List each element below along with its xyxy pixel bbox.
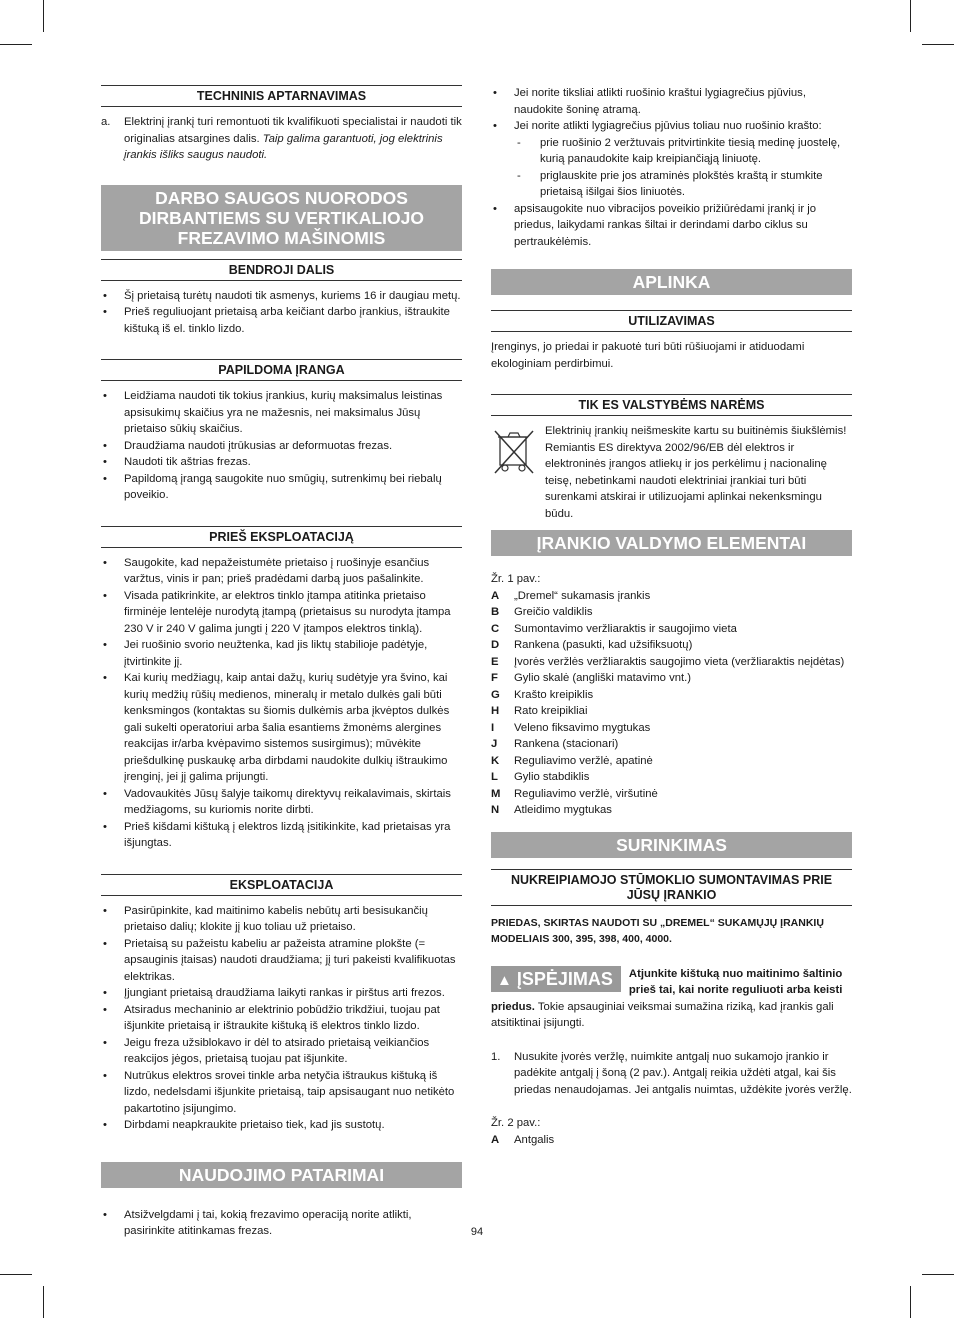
steps-list	[491, 1049, 852, 1099]
bullet-list	[101, 288, 462, 338]
parts-list	[491, 588, 852, 819]
part-label: Reguliavimo veržlė, viršutinė	[514, 787, 658, 800]
list-marker: a.	[101, 116, 111, 128]
part-row	[491, 1132, 852, 1149]
weee-notice	[491, 423, 852, 522]
list-item: • Naudoti tik aštrias frezas.	[101, 454, 462, 471]
part-row	[491, 703, 852, 720]
part-label: Antgalis	[514, 1133, 555, 1146]
part-key: D	[491, 639, 500, 651]
part-row	[491, 769, 852, 786]
list-item: • Jeigu freza užsiblokavo ir dėl to atsirado prietaisą veikiančios reakcijos jėgos, prietaisą tuojau pat išjunkite.	[101, 1035, 462, 1068]
part-label: Greičio valdiklis	[514, 606, 593, 618]
warning-block	[491, 966, 852, 1032]
part-row	[491, 736, 852, 753]
section-heading: BENDROJI DALIS	[101, 259, 462, 281]
part-key: F	[491, 672, 498, 684]
list-item	[491, 118, 852, 201]
list-item: • Dirbdami neapkraukite prietaiso tiek, kad jis sustotų.	[101, 1117, 462, 1134]
part-label: Veleno fiksavimo mygtukas	[514, 721, 651, 734]
bullet-list	[101, 388, 462, 504]
part-label: Įvorės veržlės veržliaraktis saugojimo vieta (veržliaraktis neįdėtas)	[514, 655, 845, 668]
part-label: Sumontavimo veržliaraktis ir saugojimo vieta	[514, 622, 737, 635]
figure-reference: Žr. 2 pav.:	[491, 1117, 541, 1129]
part-row	[491, 720, 852, 737]
list-item: • Įjungiant prietaisą draudžiama laikyti rankas ir pirštus arti frezos.	[101, 985, 462, 1002]
part-key: G	[491, 688, 500, 701]
crop-mark	[922, 1274, 954, 1275]
part-label: Gylio skalė (angliški matavimo vnt.)	[514, 672, 692, 684]
list-item: • Vadovaukitės Jūsų šalyje taikomų direktyvų reikalavimais, skirtais medžiagoms, su kuriomis norite dirbti.	[101, 786, 462, 819]
part-key: K	[491, 754, 500, 767]
part-label: Rato kreipikliai	[514, 705, 588, 717]
crop-mark	[43, 1286, 44, 1318]
part-label: Gylio stabdiklis	[514, 771, 590, 783]
warning-bold-text: Atjunkite kištuką nuo maitinimo šaltinio prieš tai, kai norite reguliuoti arba keisti priedus.	[491, 967, 843, 1013]
warning-text: Tokie apsauginiai veiksmai sumažina riziką, kad įrankis gali atsitiktinai įsijungti.	[491, 1000, 834, 1029]
list-item: • Papildomą įrangą saugokite nuo smūgių, sutrenkimų bei riebalų poveikio.	[101, 471, 462, 504]
part-row	[491, 753, 852, 770]
list-item	[491, 1049, 852, 1099]
list-item: • Saugokite, kad nepažeistumėte prietaiso į ruošinyje esančius varžtus, vinis ir pan; prieš pradėdami darbą juos pašalinkite.	[101, 555, 462, 588]
bullet-list	[101, 555, 462, 852]
crop-mark	[910, 0, 911, 32]
list-item: • Draudžiama naudoti įtrūkusias ar deformuotas frezas.	[101, 438, 462, 455]
list-item: • Pasirūpinkite, kad maitinimo kabelis nebūtų arti besisukančių prietaiso dalių; klokite jį kuo toliau už prietaiso.	[101, 903, 462, 936]
part-key: A	[491, 589, 500, 602]
bullet-list	[491, 85, 852, 250]
list-item: • Leidžiama naudoti tik tokius įrankius, kurių maksimalus leistinas apsisukimų skaičius yra ne mažesnis, nei maksimalus Jūsų prietaiso sūkių skaičius.	[101, 388, 462, 438]
list-item: • Prieš reguliuojant prietaisą arba keičiant darbo įrankius, ištraukite kištuką iš el. tinklo lizdo.	[101, 304, 462, 337]
section-banner: APLINKA	[491, 269, 852, 296]
list-item: • Kai kurių medžiagų, kaip antai dažų, kurių sudėtyje yra švino, kai kurių medžių rūšių medienos, mineralų ir metalo dulkės gali būti kenksmingos (kontaktas su šiomis dulkėmis arba įkvėptos dulkės gali sukelti operatoriui arba šalia esantiems žmonėms alergines reakcijas ir/arba kvėpavimo sistemos susirgimus); mūvėkite priešdulkinę puskaukę arba dirbdami naudokite dulkių ištraukimo įrenginį, jei jį galima prijungti.	[101, 670, 462, 786]
crop-mark	[43, 0, 44, 32]
list-item: • Jei norite tiksliai atlikti ruošinio kraštui lygiagrečius pjūvius, naudokite šoninę atramą.	[491, 85, 852, 118]
section-banner: SURINKIMAS	[491, 832, 852, 859]
crop-mark	[922, 44, 954, 45]
warning-label: ĮSPĖJIMAS	[516, 968, 613, 989]
list-item: • Atsiradus mechaninio ar elektrinio pobūdžio trikdžiui, tuojau pat išjunkite prietaisą ir ištraukite kištuką iš elektros tinklo lizdo.	[101, 1002, 462, 1035]
list-item: • Nutrūkus elektros srovei tinkle arba netyčia ištraukus kištuką iš lizdo, nedelsdami išjunkite prietaisą, taip apsisaugant nuo netikėto pakartotino įsijungimo.	[101, 1068, 462, 1118]
part-label: Atleidimo mygtukas	[514, 804, 612, 816]
list-item: • apsisaugokite nuo vibracijos poveikio prižiūrėdami įrankį ir jo priedus, laikydami rankas šiltai ir derindami darbo ciklus su pertraukėlėmis.	[491, 201, 852, 251]
dash-list	[514, 135, 852, 201]
section-heading: UTILIZAVIMAS	[491, 310, 852, 332]
list-item: - prie ruošinio 2 veržtuvais pritvirtinkite tiesią medinę juostelę, kurią panaudokite kaip kreipiančiąją liniuotę.	[514, 135, 852, 168]
list-text-italic: Taip galima garantuoti, jog elektrinis įrankis išliks saugus naudoti.	[124, 132, 443, 161]
part-key: H	[491, 705, 500, 717]
section-heading: PAPILDOMA ĮRANGA	[101, 359, 462, 381]
bullet-list	[101, 903, 462, 1134]
section-heading: PRIEŠ EKSPLOATACIJĄ	[101, 526, 462, 548]
crossed-out-wheelie-bin-icon	[491, 423, 545, 522]
list-item	[101, 114, 462, 164]
list-item: • Šį prietaisą turėtų naudoti tik asmenys, kuriems 16 ir daugiau metų.	[101, 288, 462, 305]
part-row	[491, 621, 852, 638]
part-row	[491, 687, 852, 704]
accessory-note: PRIEDAS, SKIRTAS NAUDOTI SU „DREMEL“ SUKAMŲJŲ ĮRANKIŲ MODELIAIS 300, 395, 398, 400, 4000.	[491, 916, 824, 945]
parts-list	[491, 1132, 852, 1149]
paragraph: Remiantis ES direktyva 2002/96/EB dėl elektros ir elektroninės įrangos atliekų ir jos perkėlimu į nacionalinę teisę, nebetinkami naudoti elektriniai įrankiai turi būti surenkami atskirai ir utilizuojami aplinkai nekenksmingu būdu.	[545, 441, 827, 520]
crop-mark	[910, 1286, 911, 1318]
list-text: Nusukite įvorės veržlę, nuimkite antgalį nuo sukamojo įrankio ir padėkite antgalį į šoną (2 pav.). Antgalį reikia uždėti atgal, kai šis priedas nenaudojamas. Jei antgalis nuimtas, uždėkite įvorės veržlę.	[514, 1050, 852, 1096]
part-row	[491, 670, 852, 687]
list-marker: 1.	[491, 1050, 501, 1063]
part-label: Krašto kreipiklis	[514, 688, 594, 701]
list-item: • Visada patikrinkite, ar elektros tinklo įtampa atitinka prietaiso firminėje lentelėje nurodytą įtampą (prietaisus su nurodyta įtampa 230 V ir 240 V galima jungti į 220 V įtampos elektros tinklą).	[101, 588, 462, 638]
paragraph: Įrenginys, jo priedai ir pakuotė turi būti rūšiuojami ir atiduodami ekologiniam perdirbimui.	[491, 341, 805, 370]
list-item: • Jei ruošinio svorio neužtenka, kad jis liktų stabilioje padėtyje, įtvirtinkite jį.	[101, 637, 462, 670]
part-row	[491, 588, 852, 605]
weee-text	[545, 423, 852, 522]
part-key: J	[491, 738, 498, 750]
part-key: A	[491, 1133, 500, 1146]
page-number: 94	[470, 1226, 484, 1238]
left-column	[101, 85, 462, 1240]
service-list	[101, 114, 462, 164]
list-item: • Prieš kišdami kištuką į elektros lizdą įsitikinkite, kad prietaisas yra išjungtas.	[101, 819, 462, 852]
list-item: • Prietaisą su pažeistu kabeliu ar pažeista atramine plokšte (= apsauginis įtaisas) naudoti draudžiama; jį turi pakeisti kvalifikuotas elektrikas.	[101, 936, 462, 986]
part-key: L	[491, 771, 498, 783]
list-item: • Atsižvelgdami į tai, kokią frezavimo operaciją norite atlikti, pasirinkite atitinkamas frezas.	[101, 1207, 462, 1240]
list-text: Elektrinį įrankį turi remontuoti tik kvalifikuoti specialistai ir naudoti tik originalias atsargines dalis.	[124, 116, 462, 145]
part-key: E	[491, 655, 499, 668]
crop-mark	[0, 44, 32, 45]
section-heading: NUKREIPIAMOJO STŪMOKLIO SUMONTAVIMAS PRIE JŪSŲ ĮRANKIO	[491, 869, 852, 906]
warning-triangle-icon: ▲	[497, 971, 512, 989]
part-label: „Dremel“ sukamasis įrankis	[514, 589, 651, 602]
part-row	[491, 637, 852, 654]
right-column	[491, 85, 852, 1148]
list-text: Jei norite atlikti lygiagrečius pjūvius toliau nuo ruošinio krašto:	[514, 120, 822, 132]
crop-mark	[0, 1274, 32, 1275]
part-label: Rankena (stacionari)	[514, 738, 619, 750]
section-heading: TIK ES VALSTYBĖMS NARĖMS	[491, 394, 852, 416]
part-row	[491, 654, 852, 671]
figure-reference: Žr. 1 pav.:	[491, 573, 541, 585]
part-row	[491, 786, 852, 803]
part-label: Rankena (pasukti, kad užsifiksuotų)	[514, 639, 693, 651]
part-key: M	[491, 787, 501, 800]
part-row	[491, 802, 852, 819]
section-heading: TECHNINIS APTARNAVIMAS	[101, 85, 462, 107]
warning-badge	[491, 966, 621, 992]
part-label: Reguliavimo veržlė, apatinė	[514, 754, 653, 767]
section-banner: NAUDOJIMO PATARIMAI	[101, 1162, 462, 1189]
section-banner: ĮRANKIO VALDYMO ELEMENTAI	[491, 530, 852, 557]
part-key: B	[491, 606, 500, 618]
section-heading: EKSPLOATACIJA	[101, 874, 462, 896]
part-key: I	[491, 721, 495, 734]
part-key: N	[491, 804, 500, 816]
section-banner: DARBO SAUGOS NUORODOS DIRBANTIEMS SU VERTIKALIOJO FREZAVIMO MAŠINOMIS	[101, 185, 462, 252]
paragraph: Elektrinių įrankių neišmeskite kartu su buitinėmis šiukšlėmis!	[545, 425, 847, 437]
part-key: C	[491, 622, 500, 635]
part-row	[491, 604, 852, 621]
list-item: - priglauskite prie jos atraminės plokštės kraštą ir stumkite prietaisą išilgai šios liniuotės.	[514, 168, 852, 201]
